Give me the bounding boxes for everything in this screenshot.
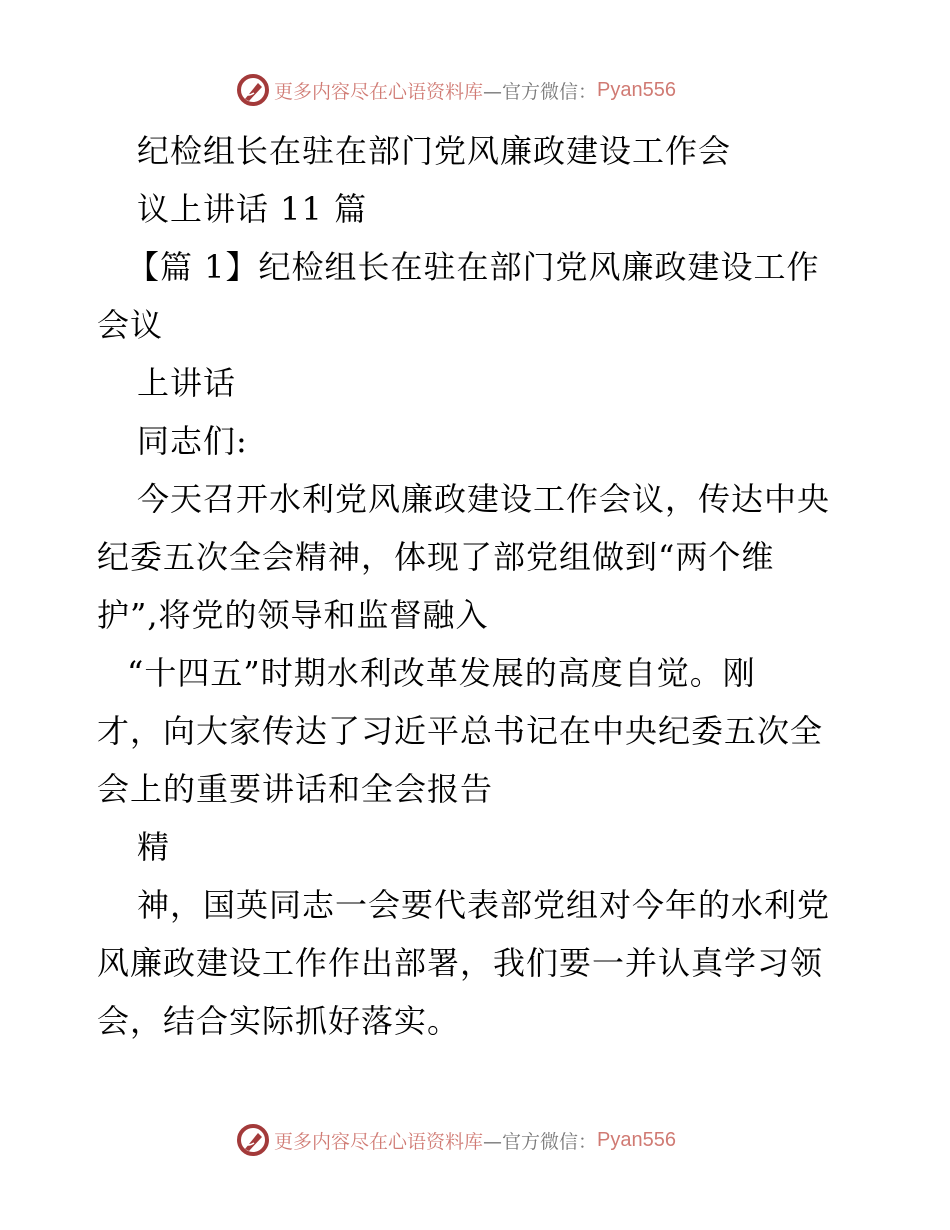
watermark-wechat-label: —官方微信： <box>483 1130 598 1153</box>
section-heading-line-1: 【篇 1】纪检组长在驻在部门党风廉政建设工作 <box>127 248 820 286</box>
watermark-wechat-label: —官方微信： <box>483 80 598 103</box>
watermark-text: 更多内容尽在心语资料库 <box>274 1130 484 1153</box>
paragraph-line: 风廉政建设工作作出部署，我们要一并认真学习领 <box>97 944 824 982</box>
watermark-text: 更多内容尽在心语资料库 <box>274 80 484 103</box>
watermark-wechat-id: Pyan556 <box>597 1128 676 1151</box>
paragraph-line: 才，向大家传达了习近平总书记在中央纪委五次全 <box>97 712 824 750</box>
document-body <box>97 122 857 1050</box>
document-title-line-2: 议上讲话 11 篇 <box>137 190 368 228</box>
salutation: 同志们: <box>137 422 248 460</box>
pen-nib-logo-icon <box>236 1123 270 1157</box>
section-subheading: 上讲话 <box>137 364 237 402</box>
header-watermark <box>236 72 676 108</box>
watermark-wechat-id: Pyan556 <box>597 78 676 101</box>
paragraph-line: “十四五”时期水利改革发展的高度自觉。刚 <box>127 654 756 692</box>
paragraph-line: 精 <box>137 828 171 866</box>
paragraph-line: 神，国英同志一会要代表部党组对今年的水利党 <box>137 886 831 924</box>
footer-watermark <box>236 1122 676 1158</box>
document-title-line-1: 纪检组长在驻在部门党风廉政建设工作会 <box>137 132 732 170</box>
paragraph-line: 今天召开水利党风廉政建设工作会议，传达中央 <box>137 480 831 518</box>
paragraph-line: 护”,将党的领导和监督融入 <box>97 596 489 634</box>
paragraph-line: 会上的重要讲话和全会报告 <box>97 770 494 808</box>
paragraph-line: 纪委五次全会精神，体现了部党组做到“两个维 <box>97 538 775 576</box>
paragraph-line: 会，结合实际抓好落实。 <box>97 1002 461 1040</box>
section-heading-line-2: 会议 <box>97 306 164 344</box>
pen-nib-logo-icon <box>236 73 270 107</box>
